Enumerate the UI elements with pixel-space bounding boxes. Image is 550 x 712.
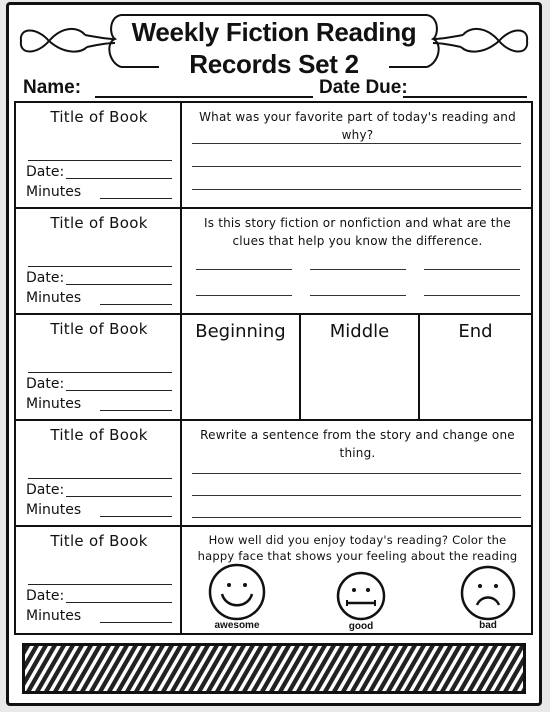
reading-records-table [14, 101, 533, 635]
writing-line[interactable] [192, 473, 521, 474]
title-of-book-field[interactable] [28, 478, 172, 479]
enjoyment-rating-cell [182, 527, 531, 633]
minutes-field[interactable] [100, 198, 172, 199]
book-info-cell [16, 209, 182, 313]
worksheet-title-line-2: Records Set 2 [189, 49, 359, 79]
response-cell [182, 209, 531, 313]
response-cell [182, 421, 531, 525]
minutes-label: Minutes [26, 290, 82, 306]
name-field[interactable] [95, 96, 313, 98]
writing-line[interactable] [192, 189, 521, 190]
smiling-face-icon[interactable] [208, 563, 266, 621]
date-field[interactable] [66, 284, 172, 285]
response-cell [182, 103, 531, 207]
minutes-field[interactable] [100, 410, 172, 411]
minutes-label: Minutes [26, 184, 82, 200]
date-due-label: Date Due: [319, 77, 408, 98]
minutes-field[interactable] [100, 516, 172, 517]
end-box[interactable] [420, 315, 531, 419]
date-field[interactable] [66, 602, 172, 603]
beginning-label: Beginning [195, 321, 286, 342]
book-info-cell [16, 103, 182, 207]
date-field[interactable] [66, 178, 172, 179]
date-label: Date: [26, 588, 65, 604]
date-label: Date: [26, 376, 65, 392]
title-of-book-label: Title of Book [50, 108, 148, 126]
title-of-book-label: Title of Book [50, 214, 148, 232]
book-info-cell [16, 527, 182, 633]
hatch-pattern [25, 646, 523, 691]
title-of-book-label: Title of Book [50, 532, 148, 550]
answer-blank[interactable] [424, 269, 520, 270]
date-label: Date: [26, 482, 65, 498]
answer-blank[interactable] [196, 295, 292, 296]
decorative-hatched-border [22, 643, 526, 694]
record-row-3 [16, 315, 531, 421]
date-field[interactable] [66, 496, 172, 497]
date-label: Date: [26, 270, 65, 286]
writing-line[interactable] [192, 166, 521, 167]
answer-blank[interactable] [310, 295, 406, 296]
beginning-box[interactable] [182, 315, 301, 419]
date-due-field[interactable] [403, 96, 527, 98]
minutes-label: Minutes [26, 608, 82, 624]
title-of-book-label: Title of Book [50, 426, 148, 444]
title-of-book-label: Title of Book [50, 320, 148, 338]
bad-label: bad [479, 620, 497, 631]
title-of-book-field[interactable] [28, 584, 172, 585]
date-label: Date: [26, 164, 65, 180]
book-info-cell [16, 421, 182, 525]
neutral-face-icon[interactable] [336, 571, 386, 621]
minutes-field[interactable] [100, 622, 172, 623]
awesome-label: awesome [214, 620, 260, 631]
prompt-text: How well did you enjoy today's reading? Color the happy face that shows your feeling about the reading [197, 533, 518, 563]
title-of-book-field[interactable] [28, 372, 172, 373]
answer-blank[interactable] [424, 295, 520, 296]
record-row-2 [16, 209, 531, 315]
story-structure-cell [182, 315, 531, 419]
middle-box[interactable] [301, 315, 420, 419]
middle-label: Middle [329, 321, 390, 342]
minutes-field[interactable] [100, 304, 172, 305]
record-row-5 [16, 527, 531, 633]
record-row-1 [16, 103, 531, 209]
prompt-text: What was your favorite part of today's reading and why? [199, 110, 516, 142]
prompt-text: Is this story fiction or nonfiction and what are the clues that help you know the difference. [203, 216, 512, 248]
end-label: End [458, 321, 493, 342]
worksheet-title-line-1: Weekly Fiction Reading [131, 17, 417, 47]
answer-blank[interactable] [310, 269, 406, 270]
frowning-face-icon[interactable] [460, 565, 516, 621]
minutes-label: Minutes [26, 396, 82, 412]
prompt-text: Rewrite a sentence from the story and change one thing. [200, 428, 515, 460]
book-info-cell [16, 315, 182, 419]
header [9, 5, 539, 105]
date-field[interactable] [66, 390, 172, 391]
worksheet [6, 2, 542, 706]
minutes-label: Minutes [26, 502, 82, 518]
name-label: Name: [23, 77, 82, 98]
title-of-book-field[interactable] [28, 266, 172, 267]
answer-blank[interactable] [196, 269, 292, 270]
title-of-book-field[interactable] [28, 160, 172, 161]
writing-line[interactable] [192, 495, 521, 496]
writing-line[interactable] [192, 517, 521, 518]
record-row-4 [16, 421, 531, 527]
writing-line[interactable] [192, 143, 521, 144]
good-label: good [348, 621, 374, 632]
